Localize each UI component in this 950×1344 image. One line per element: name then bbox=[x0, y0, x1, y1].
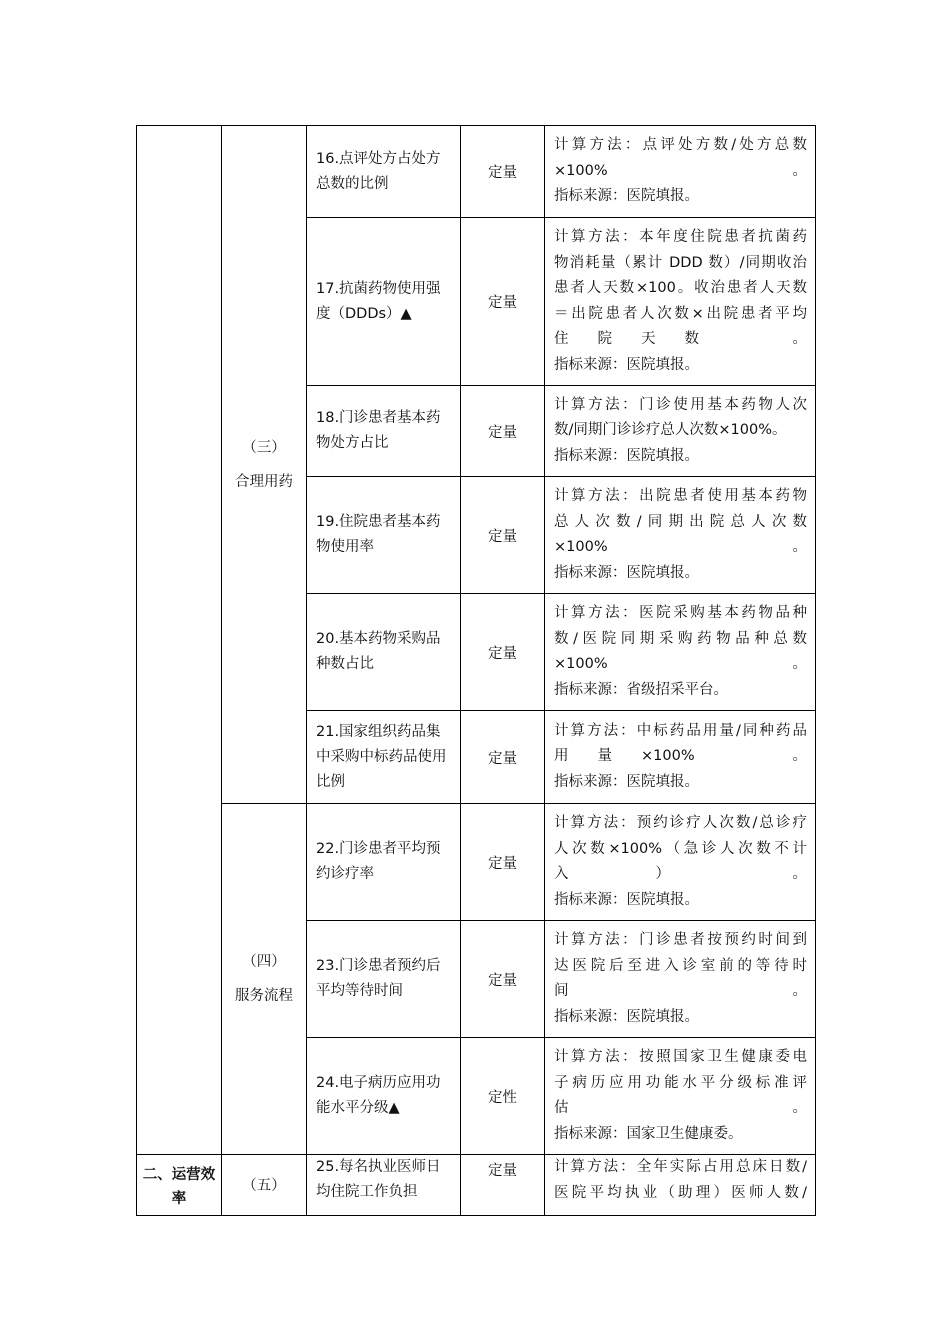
level2-cell-rational-drug-use bbox=[222, 126, 307, 804]
indicator-name: 21.国家组织药品集中采购中标药品使用比例 bbox=[307, 711, 461, 804]
calc-method bbox=[545, 126, 816, 218]
calc-line: 计算方法：出院患者使用基本药物 bbox=[554, 488, 807, 504]
calc-line: 数/同期门诊诊疗总人次数×100%。 bbox=[554, 422, 787, 439]
calc-line: ×100% bbox=[554, 656, 608, 672]
level1-cell-empty bbox=[137, 126, 222, 1155]
indicator-nature: 定量 bbox=[461, 126, 545, 218]
indicator-name: 20.基本药物采购品种数占比 bbox=[307, 594, 461, 711]
level2-cell-service-process bbox=[222, 804, 307, 1155]
calc-line: 计算方法：按照国家卫生健康委电 bbox=[554, 1049, 807, 1065]
calc-method bbox=[545, 386, 816, 477]
calc-method bbox=[545, 218, 816, 386]
calc-line: 计算方法：医院采购基本药物品种 bbox=[554, 605, 807, 621]
calc-line: 计算方法：门诊使用基本药物人次 bbox=[554, 396, 807, 413]
calc-line: 物消耗量（累计 DDD 数）/同期收治 bbox=[554, 254, 807, 271]
table-row bbox=[137, 126, 816, 218]
indicator-name: 22.门诊患者平均预约诊疗率 bbox=[307, 804, 461, 921]
calc-line: 计算方法：中标药品用量/同种药品 bbox=[554, 722, 807, 739]
indicator-source: 指标来源：国家卫生健康委。 bbox=[554, 1125, 743, 1142]
end-mark: 。 bbox=[792, 983, 807, 999]
level2-number: （三） bbox=[242, 439, 286, 456]
calc-line: ×100% bbox=[554, 162, 608, 179]
calc-line: 住 院 天 数 bbox=[554, 331, 699, 347]
level2-name: 服务流程 bbox=[235, 988, 293, 1004]
calc-line: 患者人天数×100。收治患者人天数 bbox=[554, 280, 807, 296]
indicator-source: 指标来源：医院填报。 bbox=[554, 188, 699, 205]
indicator-table bbox=[136, 125, 816, 1216]
calc-line: 子病历应用功能水平分级标准评 bbox=[554, 1074, 807, 1091]
calc-line: 数/医院同期采购药物品种总数 bbox=[554, 630, 807, 647]
indicator-source: 指标来源：医院填报。 bbox=[554, 447, 699, 464]
indicator-source: 指标来源：医院填报。 bbox=[554, 356, 699, 373]
calc-line: 计算方法：预约诊疗人次数/总诊疗 bbox=[554, 815, 807, 831]
calc-line: 计算方法：门诊患者按预约时间到 bbox=[554, 932, 807, 948]
calc-line: 人次数×100%（急诊人次数不计 bbox=[554, 840, 807, 857]
level2-name: 合理用药 bbox=[235, 473, 293, 490]
end-mark: 。 bbox=[792, 866, 807, 882]
calc-line: 估 bbox=[554, 1100, 569, 1116]
indicator-name: 19.住院患者基本药物使用率 bbox=[307, 477, 461, 594]
indicator-nature: 定量 bbox=[461, 594, 545, 711]
end-mark: 。 bbox=[792, 1100, 807, 1116]
indicator-name: 18.门诊患者基本药物处方占比 bbox=[307, 386, 461, 477]
end-mark: 。 bbox=[792, 331, 807, 347]
calc-method bbox=[545, 804, 816, 921]
level2-number: （四） bbox=[242, 954, 286, 970]
indicator-name: 16.点评处方占处方总数的比例 bbox=[307, 126, 461, 218]
indicator-nature: 定量 bbox=[461, 1155, 545, 1216]
calc-line: 入 ） bbox=[554, 866, 670, 882]
indicator-nature: 定性 bbox=[461, 1038, 545, 1155]
indicator-source: 指标来源：省级招采平台。 bbox=[554, 681, 728, 698]
calc-line: 间 bbox=[554, 983, 569, 999]
calc-method bbox=[545, 921, 816, 1038]
indicator-name: 25.每名执业医师日均住院工作负担 bbox=[307, 1155, 461, 1216]
end-mark: 。 bbox=[792, 748, 807, 765]
calc-line: 计算方法：点评处方数/处方总数 bbox=[554, 137, 807, 154]
end-mark: 。 bbox=[792, 656, 807, 672]
table-row bbox=[137, 804, 816, 921]
calc-line: 计算方法：本年度住院患者抗菌药 bbox=[554, 229, 807, 245]
indicator-source: 指标来源：医院填报。 bbox=[554, 1008, 699, 1025]
indicator-nature: 定量 bbox=[461, 804, 545, 921]
indicator-name: 17.抗菌药物使用强度（DDDs）▲ bbox=[307, 218, 461, 386]
end-mark: 。 bbox=[792, 539, 807, 555]
calc-line: ＝出院患者人次数×出院患者平均 bbox=[554, 305, 807, 322]
indicator-nature: 定量 bbox=[461, 477, 545, 594]
level2-number: （五） bbox=[242, 1178, 286, 1194]
calc-line: 医院平均执业（助理）医师人数/ bbox=[554, 1184, 807, 1201]
calc-method bbox=[545, 1038, 816, 1155]
level1-cell-operational-efficiency: 二、运营效率 bbox=[137, 1155, 222, 1216]
indicator-source: 指标来源：医院填报。 bbox=[554, 891, 699, 908]
end-mark: 。 bbox=[792, 162, 807, 179]
calc-method bbox=[545, 477, 816, 594]
calc-line: 总人次数/同期出院总人次数 bbox=[554, 513, 807, 530]
level2-cell-fifth bbox=[222, 1155, 307, 1216]
indicator-name: 23.门诊患者预约后平均等待时间 bbox=[307, 921, 461, 1038]
calc-method bbox=[545, 711, 816, 804]
indicator-source: 指标来源：医院填报。 bbox=[554, 564, 699, 581]
indicator-nature: 定量 bbox=[461, 386, 545, 477]
calc-line: ×100% bbox=[554, 539, 608, 555]
calc-line: 用 量 ×100% bbox=[554, 748, 695, 765]
calc-line: 计算方法：全年实际占用总床日数/ bbox=[554, 1159, 807, 1175]
calc-method bbox=[545, 594, 816, 711]
table-row bbox=[137, 1155, 816, 1216]
calc-method bbox=[545, 1155, 816, 1216]
indicator-nature: 定量 bbox=[461, 921, 545, 1038]
indicator-name: 24.电子病历应用功能水平分级▲ bbox=[307, 1038, 461, 1155]
calc-line: 达医院后至进入诊室前的等待时 bbox=[554, 957, 807, 974]
indicator-nature: 定量 bbox=[461, 711, 545, 804]
indicator-source: 指标来源：医院填报。 bbox=[554, 773, 699, 790]
indicator-nature: 定量 bbox=[461, 218, 545, 386]
